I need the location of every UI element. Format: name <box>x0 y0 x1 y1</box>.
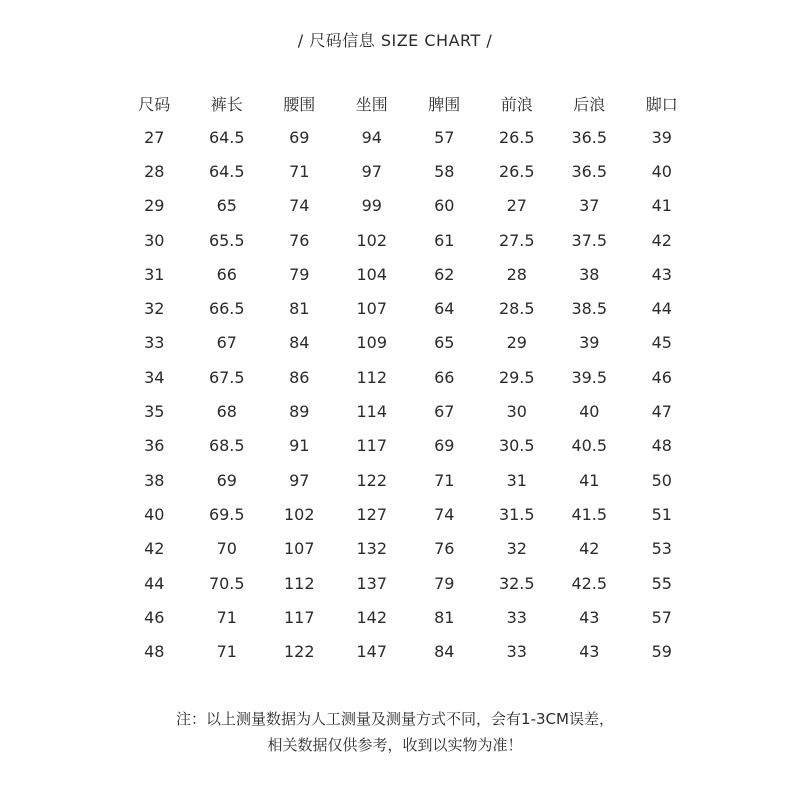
table-cell: 99 <box>361 196 382 216</box>
table-cell: 46 <box>144 607 165 627</box>
note-line-2: 相关数据仅供参考，收到以实物为准！ <box>267 736 523 754</box>
column-header: 脚口 <box>645 94 678 114</box>
table-cell: 31 <box>144 264 165 284</box>
table-cell: 65 <box>216 196 237 216</box>
table-cell: 104 <box>356 264 388 284</box>
table-cell: 51 <box>651 504 672 524</box>
table-row <box>118 497 698 531</box>
table-cell: 33 <box>144 333 165 353</box>
table-cell: 36 <box>144 436 165 456</box>
table-cell: 48 <box>651 436 672 456</box>
table-cell: 30.5 <box>498 436 535 456</box>
table-cell: 42.5 <box>571 573 608 593</box>
table-cell: 74 <box>434 504 455 524</box>
table-row <box>118 291 698 325</box>
table-cell: 41.5 <box>571 504 608 524</box>
table-cell: 71 <box>216 642 237 662</box>
table-cell: 76 <box>289 230 310 250</box>
table-cell: 40 <box>651 161 672 181</box>
table-cell: 91 <box>289 436 310 456</box>
table-cell: 114 <box>356 402 388 422</box>
table-row <box>118 566 698 600</box>
table-cell: 147 <box>356 642 388 662</box>
table-row <box>118 463 698 497</box>
table-cell: 81 <box>289 299 310 319</box>
table-cell: 70 <box>216 539 237 559</box>
table-cell: 26.5 <box>498 161 535 181</box>
table-cell: 37.5 <box>571 230 608 250</box>
table-cell: 127 <box>356 504 388 524</box>
table-cell: 27 <box>506 196 527 216</box>
table-row <box>118 223 698 257</box>
table-row <box>118 429 698 463</box>
table-cell: 67 <box>434 402 455 422</box>
table-cell: 43 <box>579 607 600 627</box>
table-cell: 86 <box>289 367 310 387</box>
table-cell: 30 <box>506 402 527 422</box>
table-cell: 39 <box>651 127 672 147</box>
table-cell: 32.5 <box>498 573 535 593</box>
table-cell: 43 <box>579 642 600 662</box>
note-line-1: 注：以上测量数据为人工测量及测量方式不同，会有1-3CM误差， <box>176 710 614 728</box>
table-cell: 46 <box>651 367 672 387</box>
table-cell: 122 <box>356 470 388 490</box>
column-header: 前浪 <box>500 94 533 114</box>
table-cell: 36.5 <box>571 161 608 181</box>
table-cell: 48 <box>144 642 165 662</box>
table-cell: 27.5 <box>498 230 535 250</box>
table-cell: 79 <box>289 264 310 284</box>
table-cell: 64 <box>434 299 455 319</box>
table-cell: 33 <box>506 642 527 662</box>
table-cell: 57 <box>651 607 672 627</box>
table-header-row <box>118 86 698 120</box>
table-cell: 69 <box>289 127 310 147</box>
column-header: 腰围 <box>283 94 316 114</box>
table-cell: 61 <box>434 230 455 250</box>
table-row <box>118 189 698 223</box>
column-header: 尺码 <box>138 94 171 114</box>
table-cell: 142 <box>356 607 388 627</box>
table-row <box>118 120 698 154</box>
table-cell: 43 <box>651 264 672 284</box>
table-cell: 107 <box>283 539 315 559</box>
table-row <box>118 634 698 668</box>
table-cell: 65.5 <box>208 230 245 250</box>
table-cell: 67 <box>216 333 237 353</box>
table-cell: 41 <box>579 470 600 490</box>
table-cell: 74 <box>289 196 310 216</box>
table-cell: 58 <box>434 161 455 181</box>
table-cell: 66 <box>216 264 237 284</box>
page-title: / 尺码信息 SIZE CHART / <box>297 31 493 50</box>
table-cell: 112 <box>283 573 315 593</box>
table-cell: 29 <box>506 333 527 353</box>
table-cell: 117 <box>283 607 315 627</box>
disclaimer-note <box>0 706 790 758</box>
table-row <box>118 600 698 634</box>
table-cell: 40 <box>579 402 600 422</box>
table-cell: 84 <box>434 642 455 662</box>
table-cell: 71 <box>216 607 237 627</box>
table-cell: 71 <box>434 470 455 490</box>
table-cell: 68.5 <box>208 436 245 456</box>
table-cell: 62 <box>434 264 455 284</box>
table-cell: 29 <box>144 196 165 216</box>
table-cell: 97 <box>289 470 310 490</box>
table-cell: 30 <box>144 230 165 250</box>
table-cell: 34 <box>144 367 165 387</box>
table-cell: 69 <box>434 436 455 456</box>
table-cell: 26.5 <box>498 127 535 147</box>
column-header: 坐围 <box>355 94 388 114</box>
table-cell: 35 <box>144 402 165 422</box>
column-header: 裤长 <box>210 94 243 114</box>
table-cell: 81 <box>434 607 455 627</box>
table-cell: 94 <box>361 127 382 147</box>
table-cell: 66 <box>434 367 455 387</box>
table-row <box>118 394 698 428</box>
table-cell: 60 <box>434 196 455 216</box>
column-header: 后浪 <box>573 94 606 114</box>
table-body <box>118 120 698 669</box>
table-cell: 41 <box>651 196 672 216</box>
table-cell: 112 <box>356 367 388 387</box>
size-table <box>118 86 698 669</box>
table-cell: 39.5 <box>571 367 608 387</box>
table-row <box>118 360 698 394</box>
table-cell: 31.5 <box>498 504 535 524</box>
table-cell: 109 <box>356 333 388 353</box>
table-cell: 67.5 <box>208 367 245 387</box>
table-cell: 44 <box>651 299 672 319</box>
table-cell: 47 <box>651 402 672 422</box>
table-cell: 64.5 <box>208 127 245 147</box>
table-cell: 69 <box>216 470 237 490</box>
table-cell: 53 <box>651 539 672 559</box>
table-cell: 31 <box>506 470 527 490</box>
table-cell: 89 <box>289 402 310 422</box>
table-cell: 132 <box>356 539 388 559</box>
table-cell: 102 <box>356 230 388 250</box>
table-cell: 70.5 <box>208 573 245 593</box>
table-cell: 40 <box>144 504 165 524</box>
table-cell: 42 <box>579 539 600 559</box>
table-cell: 44 <box>144 573 165 593</box>
table-cell: 38 <box>579 264 600 284</box>
table-cell: 97 <box>361 161 382 181</box>
table-cell: 55 <box>651 573 672 593</box>
table-cell: 40.5 <box>571 436 608 456</box>
table-cell: 57 <box>434 127 455 147</box>
table-cell: 42 <box>144 539 165 559</box>
table-cell: 28.5 <box>498 299 535 319</box>
table-cell: 37 <box>579 196 600 216</box>
table-row <box>118 326 698 360</box>
table-row <box>118 154 698 188</box>
table-cell: 39 <box>579 333 600 353</box>
table-cell: 76 <box>434 539 455 559</box>
table-row <box>118 532 698 566</box>
table-cell: 102 <box>283 504 315 524</box>
table-cell: 32 <box>144 299 165 319</box>
table-cell: 38 <box>144 470 165 490</box>
table-cell: 27 <box>144 127 165 147</box>
column-header: 脾围 <box>428 94 461 114</box>
table-cell: 32 <box>506 539 527 559</box>
table-cell: 68 <box>216 402 237 422</box>
table-cell: 122 <box>283 642 315 662</box>
table-cell: 117 <box>356 436 388 456</box>
table-cell: 64.5 <box>208 161 245 181</box>
table-cell: 59 <box>651 642 672 662</box>
table-cell: 42 <box>651 230 672 250</box>
table-cell: 50 <box>651 470 672 490</box>
table-cell: 66.5 <box>208 299 245 319</box>
table-cell: 65 <box>434 333 455 353</box>
table-cell: 84 <box>289 333 310 353</box>
table-cell: 38.5 <box>571 299 608 319</box>
table-cell: 107 <box>356 299 388 319</box>
table-cell: 29.5 <box>498 367 535 387</box>
table-cell: 69.5 <box>208 504 245 524</box>
table-cell: 79 <box>434 573 455 593</box>
table-cell: 137 <box>356 573 388 593</box>
table-cell: 71 <box>289 161 310 181</box>
table-row <box>118 257 698 291</box>
table-cell: 36.5 <box>571 127 608 147</box>
table-cell: 33 <box>506 607 527 627</box>
table-cell: 45 <box>651 333 672 353</box>
table-cell: 28 <box>506 264 527 284</box>
table-cell: 28 <box>144 161 165 181</box>
